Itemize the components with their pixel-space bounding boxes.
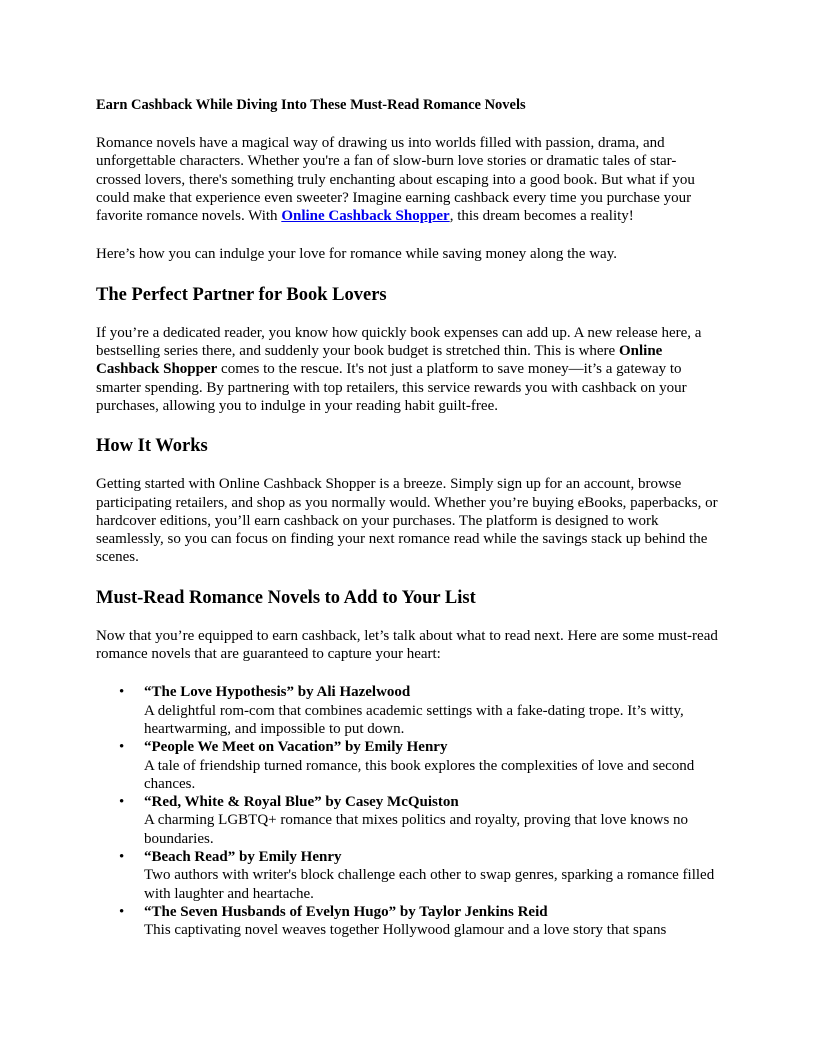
- list-item: [119, 848, 720, 903]
- online-cashback-shopper-link[interactable]: Online Cashback Shopper: [281, 208, 450, 225]
- document-page: [96, 96, 720, 940]
- section-heading-book-lovers: The Perfect Partner for Book Lovers: [96, 284, 387, 305]
- book-title: “Red, White & Royal Blue” by Casey McQuiston: [144, 794, 459, 811]
- how-it-works-paragraph: Getting started with Online Cashback Shopper is a breeze. Simply sign up for an account, browse participating retailers, and shop as you normally would. Whether you’re buying eBooks, paperbacks, or hardcover editions, you’ll earn cashback on your purchases. The platform is designed to work seamlessly, so you can focus on finding your next romance read while the savings stack up behind the scenes.: [96, 476, 718, 566]
- intro-paragraph: [96, 134, 720, 225]
- book-lovers-text-after: comes to the rescue. It's not just a platform to save money—it’s a gateway to smarter spending. By partnering with top retailers, this service rewards you with cashback on your purchases, allowing you to indulge in your reading habit guilt-free.: [96, 361, 687, 414]
- bullet-icon: •: [119, 903, 125, 920]
- book-title: “People We Meet on Vacation” by Emily Henry: [144, 739, 448, 756]
- book-list: [96, 683, 720, 939]
- bullet-icon: •: [119, 849, 125, 866]
- book-lovers-text-before: If you’re a dedicated reader, you know how quickly book expenses can add up. A new release here, a bestselling series there, and suddenly your book budget is stretched thin. This is where: [96, 324, 702, 360]
- book-lovers-bold-brand: Online Cashback Shopper: [96, 343, 663, 378]
- intro-text-after-link: , this dream becomes a reality!: [449, 208, 634, 225]
- list-item: [119, 683, 720, 738]
- book-description: A delightful rom-com that combines academic settings with a fake-dating trope. It’s witty, heartwarming, and impossible to put down.: [144, 702, 684, 737]
- intro-text-before-link: Romance novels have a magical way of drawing us into worlds filled with passion, drama, and unforgettable characters. Whether you're a fan of slow-burn love stories or dramatic tales of star-crossed lovers, there's something truly enchanting about escaping into a good book. But what if you could make that experience even sweeter? Imagine earning cashback every time you purchase your favorite romance novels. With: [96, 135, 695, 225]
- must-read-intro-paragraph: Now that you’re equipped to earn cashback, let’s talk about what to read next. Here are some must-read romance novels that are guaranteed to capture your heart:: [96, 627, 718, 663]
- section-heading-must-read: Must-Read Romance Novels to Add to Your List: [96, 587, 476, 608]
- list-item: [119, 793, 720, 848]
- document-title: Earn Cashback While Diving Into These Must-Read Romance Novels: [96, 97, 526, 113]
- section-heading-how-it-works: How It Works: [96, 436, 208, 457]
- book-lovers-paragraph: [96, 324, 720, 415]
- list-item: [119, 903, 720, 940]
- book-title: “The Seven Husbands of Evelyn Hugo” by Taylor Jenkins Reid: [144, 903, 548, 920]
- book-description: A charming LGBTQ+ romance that mixes politics and royalty, proving that love knows no boundaries.: [144, 812, 689, 847]
- intro-paragraph-2: Here’s how you can indulge your love for romance while saving money along the way.: [96, 246, 617, 263]
- book-description: This captivating novel weaves together Hollywood glamour and a love story that spans: [144, 922, 667, 939]
- book-description: Two authors with writer's block challenge each other to swap genres, sparking a romance filled with laughter and heartache.: [144, 867, 715, 902]
- book-description: A tale of friendship turned romance, this book explores the complexities of love and second chances.: [144, 757, 695, 792]
- list-item: [119, 738, 720, 793]
- bullet-icon: •: [119, 794, 125, 811]
- book-title: “The Love Hypothesis” by Ali Hazelwood: [144, 684, 411, 701]
- bullet-icon: •: [119, 739, 125, 756]
- book-title: “Beach Read” by Emily Henry: [144, 849, 342, 866]
- bullet-icon: •: [119, 684, 125, 701]
